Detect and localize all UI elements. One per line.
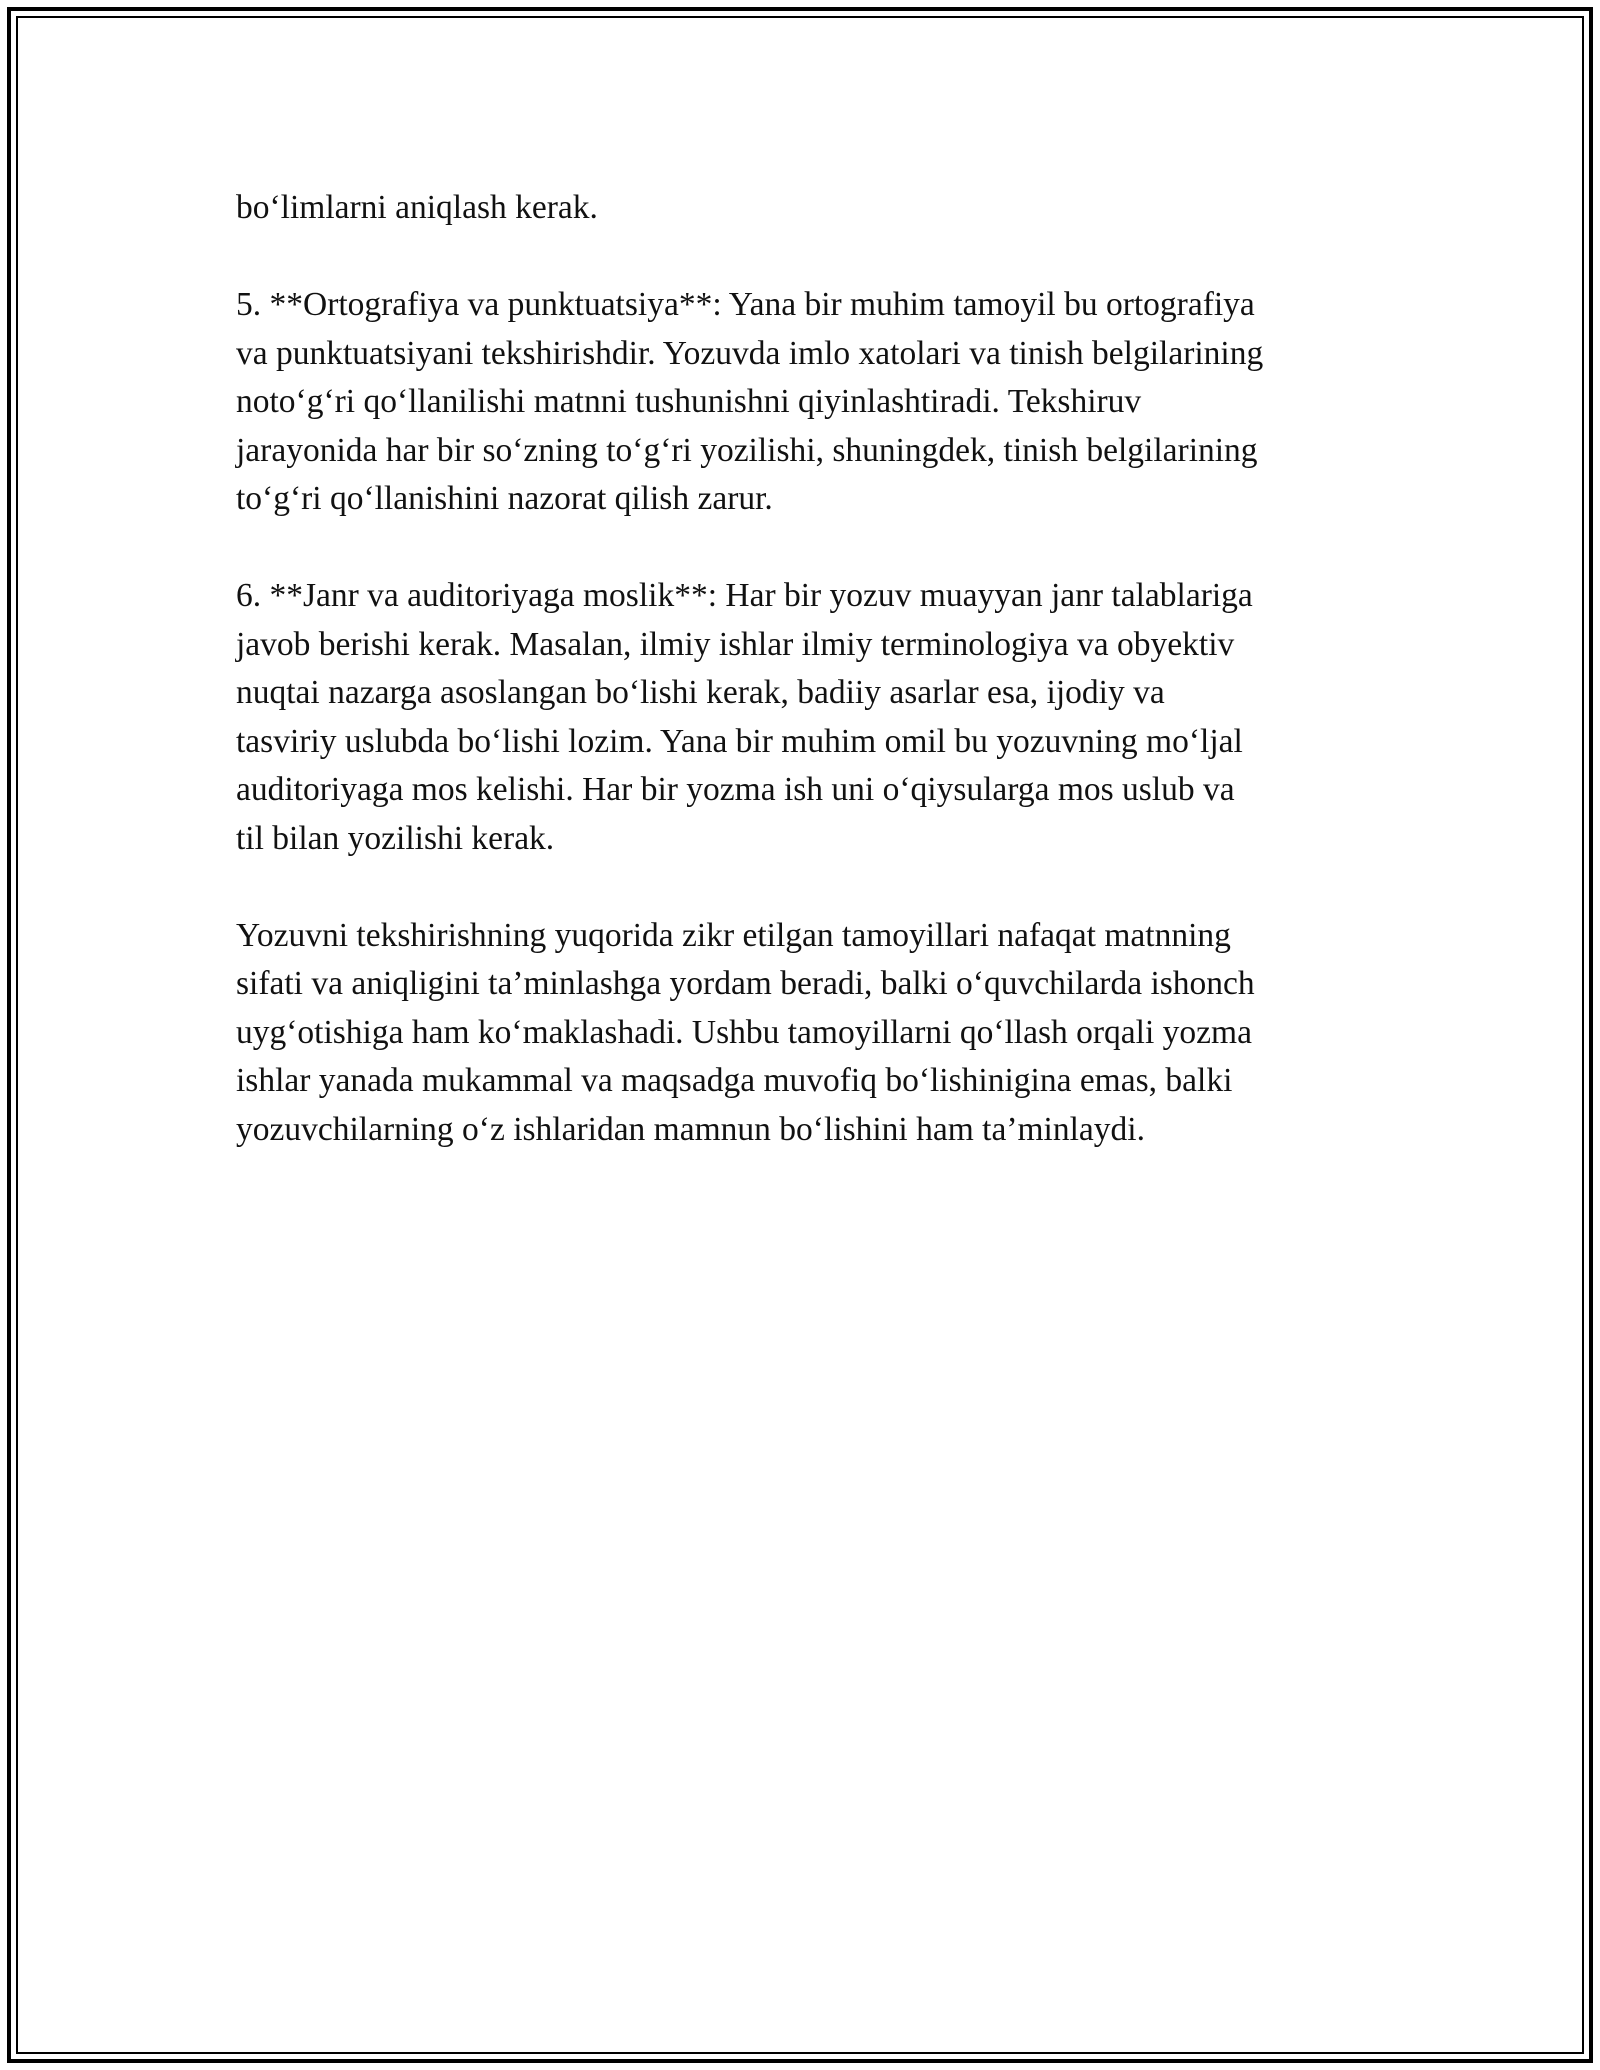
text-line: 6. **Janr va auditoriyaga moslik**: Har bir yozuv muayyan janr talablariga — [236, 577, 1253, 614]
text-line: va punktuatsiyani tekshirishdir. Yozuvda imlo xatolari va tinish belgilarining — [236, 334, 1264, 372]
text-line: ishlar yanada mukammal va maqsadga muvofiq bo‘lishinigina emas, balki — [236, 1062, 1233, 1099]
text-line: bo‘limlarni aniqlash kerak. — [236, 189, 598, 226]
paragraph-genre-audience — [236, 572, 1376, 863]
paragraph-continuation — [236, 184, 1376, 233]
paragraph-conclusion — [236, 912, 1376, 1155]
document-body — [236, 184, 1376, 1203]
text-line: tasviriy uslubda bo‘lishi lozim. Yana bir muhim omil bu yozuvning mo‘ljal — [236, 722, 1243, 760]
text-line: uyg‘otishiga ham ko‘maklashadi. Ushbu tamoyillarni qo‘llash orqali yozma — [236, 1013, 1252, 1051]
paragraph-orthography — [236, 281, 1376, 524]
text-line: javob berishi kerak. Masalan, ilmiy ishlar ilmiy terminologiya va obyektiv — [236, 625, 1235, 663]
text-line: sifati va aniqligini ta’minlashga yordam beradi, balki o‘quvchilarda ishonch — [236, 965, 1255, 1002]
text-line: til bilan yozilishi kerak. — [236, 819, 555, 857]
text-line: to‘g‘ri qo‘llanishini nazorat qilish zarur. — [236, 480, 773, 517]
text-line: Yozuvni tekshirishning yuqorida zikr etilgan tamoyillari nafaqat matnning — [236, 916, 1231, 954]
text-line: jarayonida har bir so‘zning to‘g‘ri yozilishi, shuningdek, tinish belgilarining — [236, 431, 1258, 469]
text-line: yozuvchilarning o‘z ishlaridan mamnun bo‘lishini ham ta’minlaydi. — [236, 1110, 1145, 1148]
text-line: noto‘g‘ri qo‘llanilishi matnni tushunishni qiyinlashtiradi. Tekshiruv — [236, 383, 1142, 420]
text-line: 5. **Ortografiya va punktuatsiya**: Yana bir muhim tamoyil bu ortografiya — [236, 286, 1255, 323]
text-line: nuqtai nazarga asoslangan bo‘lishi kerak, badiiy asarlar esa, ijodiy va — [236, 674, 1165, 711]
text-line: auditoriyaga mos kelishi. Har bir yozma ish uni o‘qiysularga mos uslub va — [236, 771, 1235, 808]
